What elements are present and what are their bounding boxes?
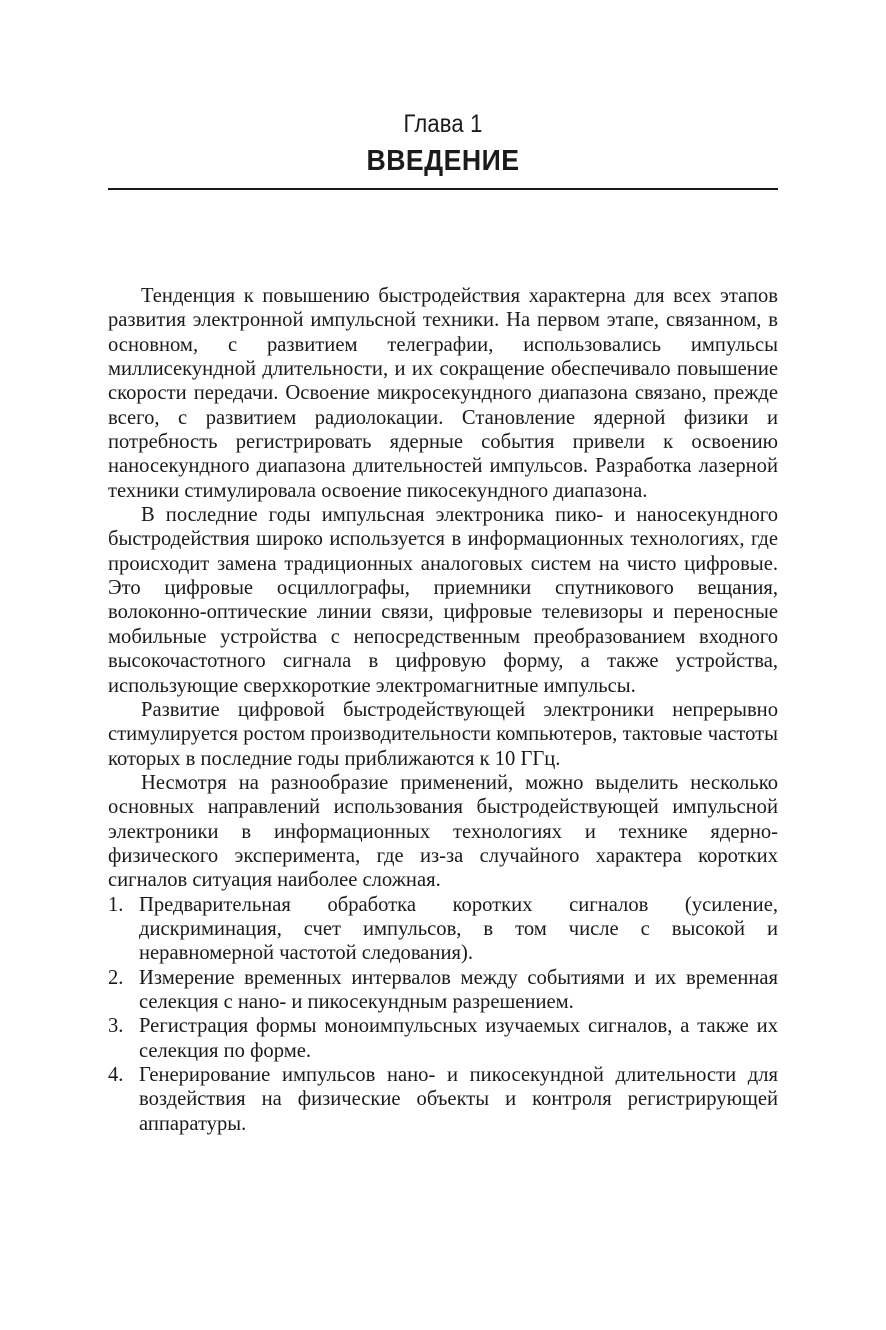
list-item-number: 1. (108, 893, 124, 916)
paragraph: Несмотря на разнообразие применений, можно выделить несколько основных направлений использования быстродействующей импульсной электроники в информационных технологиях и технике ядерно-физического эксперимента, где из-за случайного характера коротких сигналов ситуация наиболее сложная. (108, 771, 778, 892)
list-item (108, 1014, 778, 1063)
paragraph: Тенденция к повышению быстродействия характерна для всех этапов развития электронной импульсной техники. На первом этапе, связанном, в основном, с развитием телеграфии, использовались импульсы миллисекундной длительности, и их сокращение обеспечивало повышение скорости передачи. Освоение микросекундного диапазона связано, прежде всего, с развитием радиолокации. Становление ядерной физики и потребность регистрировать ядерные события привели к освоению наносекундного диапазона длительностей импульсов. Разработка лазерной техники стимулировала освоение пикосекундного диапазона. (108, 285, 778, 502)
chapter-header (108, 108, 778, 181)
header-rule (108, 188, 778, 190)
paragraph: Развитие цифровой быстродействующей электроники непрерывно стимулируется ростом производительности компьютеров, тактовые частоты которых в последние годы приближаются к 10 ГГц. (108, 698, 778, 770)
chapter-label: Глава 1 (403, 110, 483, 138)
list-item (108, 893, 778, 966)
list-item-text: Регистрация формы моноимпульсных изучаемых сигналов, а также их селекция по форме. (139, 1015, 778, 1062)
directions-list (108, 893, 778, 1136)
list-item-text: Предварительная обработка коротких сигналов (усиление, дискриминация, счет импульсов, в том числе с высокой и неравномерной частотой следования). (139, 893, 778, 965)
paragraph: В последние годы импульсная электроника пико- и наносекундного быстродействия широко используется в информационных технологиях, где происходит замена традиционных аналоговых систем на чисто цифровые. Это цифровые осциллографы, приемники спутникового вещания, волоконно-оптические линии связи, цифровые телевизоры и переносные мобильные устройства с непосредственным преобразованием входного высокочастотного сигнала в цифровую форму, а также устройства, использующие сверхкороткие электромагнитные импульсы. (108, 504, 778, 697)
list-item-text: Измерение временных интервалов между событиями и их временная селекция с нано- и пикосекундным разрешением. (139, 966, 778, 1013)
list-item-text: Генерирование импульсов нано- и пикосекундной длительности для воздействия на физические объекты и контроля регистрирующей аппаратуры. (139, 1064, 778, 1135)
list-item-number: 3. (108, 1015, 124, 1038)
chapter-body (108, 284, 778, 1136)
list-item-number: 4. (108, 1064, 124, 1086)
chapter-title: ВВЕДЕНИЕ (366, 145, 520, 177)
list-item (108, 966, 778, 1015)
list-item-number: 2. (108, 966, 124, 989)
list-item (108, 1063, 778, 1136)
